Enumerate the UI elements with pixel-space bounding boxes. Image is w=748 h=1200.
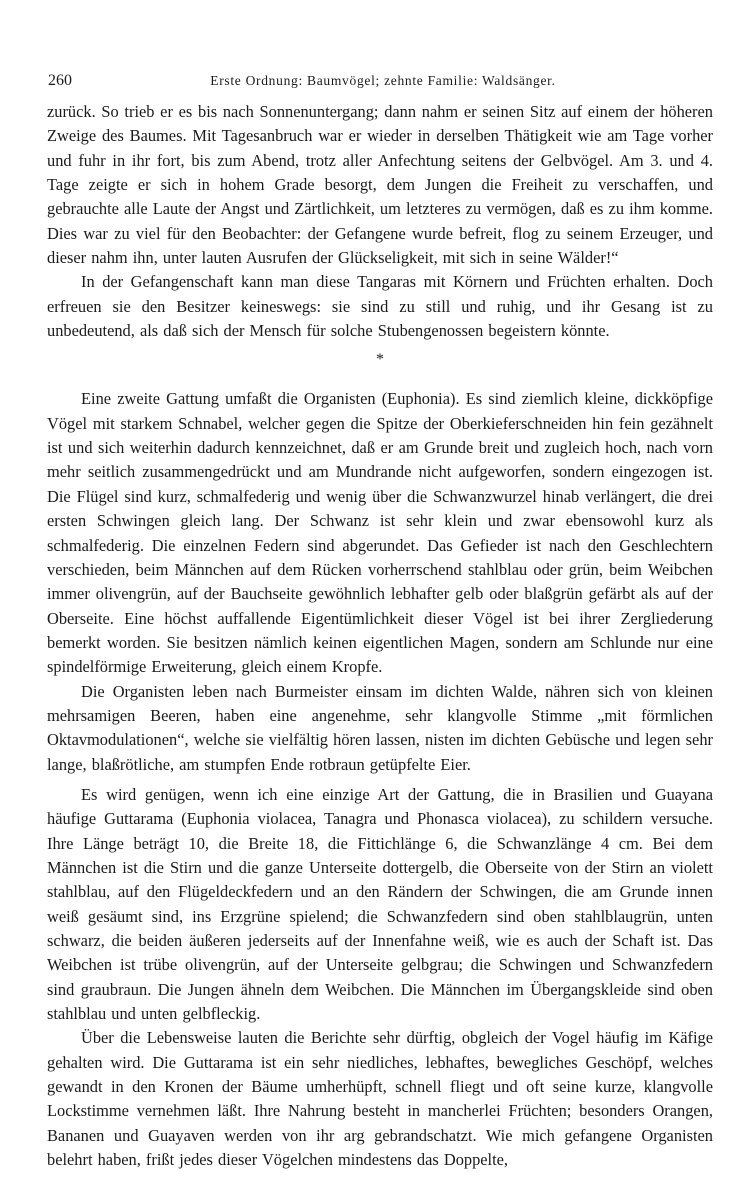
page-number: 260 — [48, 72, 72, 89]
running-head: Erste Ordnung: Baumvögel; zehnte Familie: Waldsänger. — [210, 73, 556, 88]
page-header — [48, 72, 718, 92]
paragraph-captivity: In der Gefangenschaft kann man diese Tangaras mit Körnern und Früchten erhalten. Doch erfreuen sie den Besitzer keineswegs: sie sind zu still und ruhig, und ihr Gesang ist zu unbedeutend, als daß sich der Mensch für solche Stubengenossen begeistern könnte. — [47, 272, 713, 341]
section-separator: * — [376, 351, 384, 369]
paragraph-guttarama-lifestyle: Über die Lebensweise lauten die Berichte sehr dürftig, obgleich der Vogel häufig im Käfige gehalten wird. Die Guttarama ist ein sehr niedliches, lebhaftes, bewegliches Geschöpf, welches gewandt in den Kronen der Bäume umherhüpft, schnell fliegt und oft seine kurze, klangvolle Lockstimme vernehmen läßt. Ihre Nahrung besteht in mancherlei Früchten; besonders Orangen, Bananen und Guayaven werden von ihr arg gebrandschatzt. Wie mich gefangene Organisten belehrt haben, frißt jedes dieser Vögelchen mindestens das Doppelte, — [47, 1028, 713, 1170]
paragraph-continuation: zurück. So trieb er es bis nach Sonnenuntergang; dann nahm er seinen Sitz auf einem der höheren Zweige des Baumes. Mit Tagesanbruch war er wieder in derselben Thätigkeit wie am Tage vorher und fuhr in ihr fort, bis zum Abend, trotz aller Anfechtung seitens der Gelbvögel. Am 3. und 4. Tage zeigte er sich in hohem Grade besorgt, dem Jungen die Freiheit zu verschaffen, und gebrauchte alle Laute der Angst und Zärtlichkeit, um letzteres zu vermögen, daß es zu ihm komme. Dies war zu viel für den Beobachter: der Gefangene wurde befreit, flog zu seinem Erzeuger, und dieser nahm ihn, unter lauten Ausrufen der Glückseligkeit, mit sich in seine Wälder!“ — [47, 102, 713, 268]
paragraph-guttarama-description: Es wird genügen, wenn ich eine einzige Art der Gattung, die in Brasilien und Guayana häufige Guttarama (Euphonia violacea, Tanagra und Phonasca violacea), zu schildern versuche. Ihre Länge beträgt 10, die Breite 18, die Fittichlänge 6, die Schwanzlänge 4 cm. Bei dem Männchen ist die Stirn und die ganze Unterseite dottergelb, die Oberseite von der Stirn an violett stahlblau, auf den Flügeldeckfedern und an den Rändern der Schwingen, die am Grunde innen weiß gesäumt sind, ins Erzgrüne spielend; die Schwanzfedern sind oben stahlblaugrün, unten schwarz, die beiden äußeren jederseits auf der Innenfahne weiß, wie es auch der Schaft ist. Das Weibchen ist trübe olivengrün, auf der Unterseite gelbgrau; die Schwingen und Schwanzfedern sind graubraun. Die Jungen ähneln dem Weibchen. Die Männchen im Übergangskleide sind oben stahlblau und unten gelbfleckig. — [47, 784, 713, 1024]
page-body — [47, 100, 713, 1172]
paragraph-organisten-genus: Eine zweite Gattung umfaßt die Organisten (Euphonia). Es sind ziemlich kleine, dickköpfige Vögel mit starkem Schnabel, welcher gegen die Spitze der Oberkieferschneiden hin fein gezähnelt ist und sich weiterhin dadurch kennzeichnet, daß er am Grunde breit und zugleich hoch, nach vorn mehr seitlich zusammengedrückt und am Mundrande nicht aufgeworfen, sondern eingezogen ist. Die Flügel sind kurz, schmalfederig und wenig über die Schwanzwurzel hinab verlängert, die drei ersten Schwingen gleich lang. Der Schwanz ist sehr klein und zwar ebensowohl kurz als schmalfederig. Die einzelnen Federn sind abgerundet. Das Gefieder ist nach den Geschlechtern verschieden, beim Männchen auf dem Rücken vorherrschend stahlblau oder grün, beim Weibchen immer olivengrün, auf der Bauchseite gewöhnlich lebhafter gelb oder blaßgrün gefärbt als auf der Oberseite. Eine höchst auffallende Eigentümlichkeit dieser Vögel ist bei ihrer Zergliederung bemerkt worden. Sie besitzen nämlich keinen eigentlichen Magen, sondern am Schlunde nur eine spindelförmige Erweiterung, gleich einem Kropfe. — [47, 389, 713, 677]
spacer — [47, 375, 713, 387]
paragraph-organisten-habits: Die Organisten leben nach Burmeister einsam im dichten Walde, nähren sich von kleinen mehrsamigen Beeren, haben eine angenehme, sehr klangvolle Stimme „mit förmlichen Oktavmodulationen“, welche sie vielfältig hören lassen, nisten im dichten Gebüsche und legen sehr lange, blaßrötliche, am stumpfen Ende rotbraun getüpfelte Eier. — [47, 681, 713, 774]
